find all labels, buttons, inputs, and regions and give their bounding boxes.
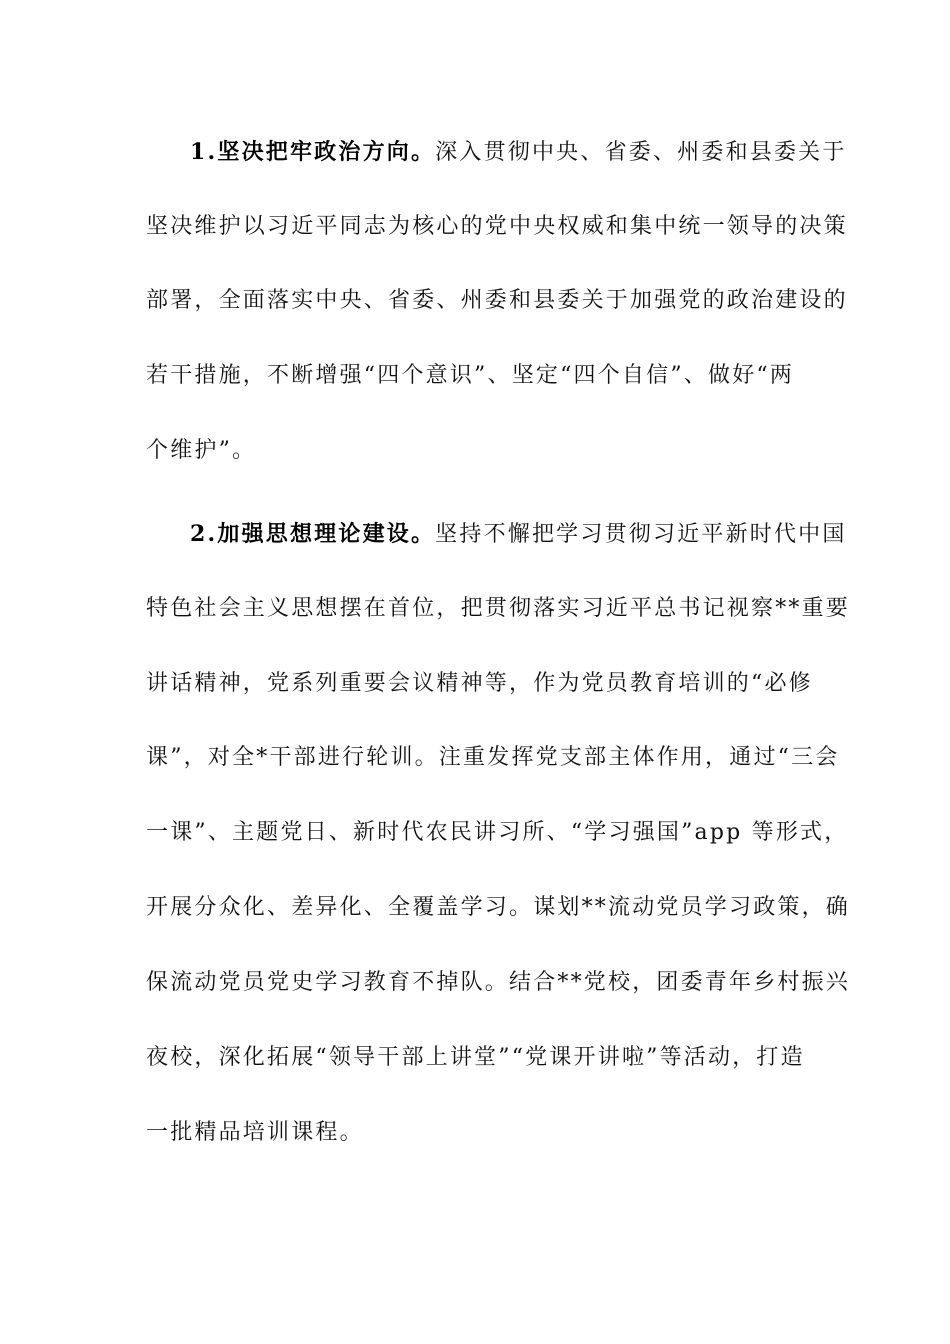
paragraph-line: 一课”、主题党日、新时代农民讲习所、“学习强国”app 等形式， bbox=[146, 820, 849, 845]
paragraph-line bbox=[190, 519, 847, 550]
paragraph-line: 坚决维护以习近平同志为核心的党中央权威和集中统一领导的决策 bbox=[146, 214, 848, 239]
paragraph-line bbox=[190, 137, 847, 168]
paragraph-line: 讲话精神，党系列重要会议精神等，作为党员教育培训的“必修 bbox=[146, 671, 813, 696]
section-heading: 2.加强思想理论建设。 bbox=[190, 521, 436, 547]
paragraph-line: 特色社会主义思想摆在首位，把贯彻落实习近平总书记视察**重要 bbox=[146, 596, 851, 621]
section-heading: 1.坚决把牢政治方向。 bbox=[190, 139, 436, 165]
paragraph-line: 夜校，深化拓展“领导干部上讲堂”“党课开讲啦”等活动，打造 bbox=[146, 1045, 805, 1070]
paragraph-text: 深入贯彻中央、省委、州委和县委关于 bbox=[435, 140, 847, 165]
paragraph-line: 开展分众化、差异化、全覆盖学习。谋划**流动党员学习政策，确 bbox=[146, 895, 851, 920]
paragraph-line: 若干措施，不断增强“四个意识”、坚定“四个自信”、做好“两 bbox=[146, 363, 795, 388]
paragraph-line: 部署，全面落实中央、省委、州委和县委关于加强党的政治建设的 bbox=[146, 288, 848, 313]
paragraph-line: 课”，对全*干部进行轮训。注重发挥党支部主体作用，通过“三会 bbox=[146, 745, 840, 770]
paragraph-line: 保流动党员党史学习教育不掉队。结合**党校，团委青年乡村振兴 bbox=[146, 970, 851, 995]
paragraph-text: 坚持不懈把学习贯彻习近平新时代中国 bbox=[435, 522, 847, 547]
paragraph-line: 个维护”。 bbox=[146, 438, 257, 463]
paragraph-line: 一批精品培训课程。 bbox=[146, 1120, 364, 1145]
